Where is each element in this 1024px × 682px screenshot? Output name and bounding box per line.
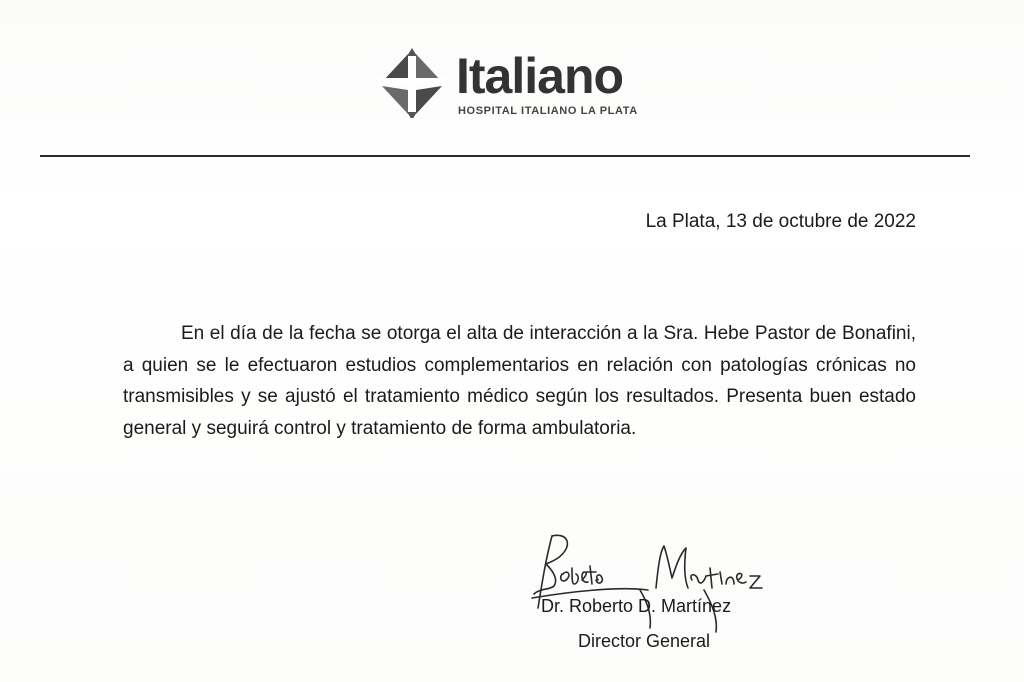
header-divider	[40, 155, 970, 157]
hospital-logo	[376, 44, 656, 124]
letter-body: En el día de la fecha se otorga el alta de interacción a la Sra. Hebe Pastor de Bonafini, a quien se le efectuaron estudios complementarios en relación con patologías crónicas no transmisibles y se ajustó el tratamiento médico según los resultados. Presenta buen estado general y seguirá control y tratamiento de forma ambulatoria.	[123, 323, 916, 439]
logo-subtitle: HOSPITAL ITALIANO LA PLATA	[458, 105, 638, 117]
cross-arrows-logo-icon	[376, 46, 448, 118]
letter-date: La Plata, 13 de octubre de 2022	[645, 211, 916, 232]
signer-title: Director General	[578, 631, 711, 651]
handwritten-signature	[528, 528, 778, 638]
logo-wordmark: Italiano	[456, 48, 624, 104]
signer-name: Dr. Roberto D. Martínez	[541, 596, 732, 616]
